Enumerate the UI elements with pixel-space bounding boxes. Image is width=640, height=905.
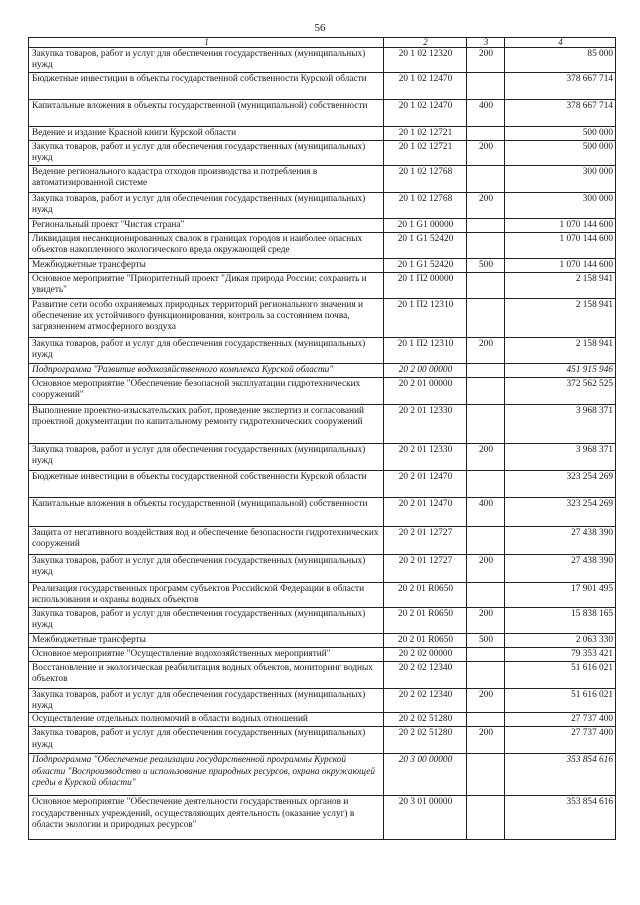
row-code-cell: 20 2 02 00000 [384, 647, 467, 661]
row-type-cell: 200 [467, 337, 505, 363]
row-code-cell: 20 2 01 12727 [384, 554, 467, 582]
table-row [29, 470, 616, 497]
table-row [29, 218, 616, 232]
table-row [29, 126, 616, 140]
row-type-cell: 200 [467, 554, 505, 582]
row-sum-cell: 372 562 525 [505, 377, 616, 404]
table-row [29, 404, 616, 443]
table-row [29, 337, 616, 363]
row-name-cell: Ведение и издание Красной книги Курской области [29, 126, 384, 140]
row-code-cell: 20 2 02 51280 [384, 713, 467, 727]
row-sum-cell: 300 000 [505, 165, 616, 192]
row-name-cell: Подпрограмма "Обеспечение реализации государственной программы Курской области "Воспроизводство и использование природных ресурсов, охрана окружающей среды в Курской области" [29, 754, 384, 796]
row-code-cell: 20 1 02 12470 [384, 72, 467, 99]
row-sum-cell: 2 158 941 [505, 272, 616, 298]
row-type-cell [467, 404, 505, 443]
table-header-row [29, 38, 616, 48]
row-sum-cell: 1 070 144 600 [505, 258, 616, 272]
table-row [29, 232, 616, 258]
row-type-cell [467, 126, 505, 140]
row-sum-cell: 3 968 371 [505, 443, 616, 470]
row-sum-cell: 51 616 021 [505, 661, 616, 688]
row-sum-cell: 15 838 165 [505, 607, 616, 633]
row-code-cell: 20 2 00 00000 [384, 363, 467, 377]
row-type-cell: 200 [467, 443, 505, 470]
row-code-cell: 20 3 00 00000 [384, 754, 467, 796]
row-sum-cell: 378 667 714 [505, 99, 616, 126]
row-type-cell [467, 72, 505, 99]
row-type-cell: 400 [467, 497, 505, 526]
row-name-cell: Бюджетные инвестиции в объекты государственной собственности Курской области [29, 470, 384, 497]
table-row [29, 688, 616, 713]
row-name-cell: Закупка товаров, работ и услуг для обеспечения государственных (муниципальных) нужд [29, 48, 384, 73]
header-col-3: 3 [467, 38, 505, 48]
header-col-2: 2 [384, 38, 467, 48]
row-name-cell: Капитальные вложения в объекты государственной (муниципальной) собственности [29, 99, 384, 126]
row-name-cell: Региональный проект "Чистая страна" [29, 218, 384, 232]
row-sum-cell: 79 353 421 [505, 647, 616, 661]
table-row [29, 443, 616, 470]
row-sum-cell: 353 854 616 [505, 796, 616, 840]
row-name-cell: Капитальные вложения в объекты государственной (муниципальной) собственности [29, 497, 384, 526]
row-type-cell: 200 [467, 727, 505, 754]
row-sum-cell: 3 968 371 [505, 404, 616, 443]
row-code-cell: 20 1 02 12721 [384, 126, 467, 140]
row-code-cell: 20 1 G1 00000 [384, 218, 467, 232]
table-row [29, 526, 616, 554]
table-row [29, 258, 616, 272]
table-row [29, 633, 616, 647]
row-sum-cell: 378 667 714 [505, 72, 616, 99]
table-row [29, 661, 616, 688]
table-row [29, 363, 616, 377]
row-sum-cell: 500 000 [505, 140, 616, 165]
table-row [29, 99, 616, 126]
table-row [29, 72, 616, 99]
row-type-cell [467, 298, 505, 337]
row-type-cell [467, 713, 505, 727]
table-row [29, 796, 616, 840]
row-code-cell: 20 2 01 R0650 [384, 633, 467, 647]
row-name-cell: Закупка товаров, работ и услуг для обеспечения государственных (муниципальных) нужд [29, 192, 384, 218]
table-row [29, 497, 616, 526]
row-name-cell: Закупка товаров, работ и услуг для обеспечения государственных (муниципальных) нужд [29, 554, 384, 582]
row-code-cell: 20 2 01 R0650 [384, 582, 467, 607]
row-name-cell: Ликвидация несанкционированных свалок в границах городов и наиболее опасных объектов накопленного экологического вреда окружающей среде [29, 232, 384, 258]
row-type-cell [467, 661, 505, 688]
row-name-cell: Развитие сети особо охраняемых природных территорий регионального значения и обеспечение их устойчивого функционирования, контроль за состоянием почва, загрязнением атмосферного воздуха [29, 298, 384, 337]
row-code-cell: 20 2 01 12727 [384, 526, 467, 554]
row-type-cell: 200 [467, 607, 505, 633]
row-name-cell: Основное мероприятие "Обеспечение деятельности государственных органов и государственных учреждений, осуществляющих деятельность (оказание услуг) в области экологии и природных ресурсов" [29, 796, 384, 840]
row-sum-cell: 27 438 390 [505, 526, 616, 554]
row-sum-cell: 2 158 941 [505, 298, 616, 337]
row-type-cell: 200 [467, 688, 505, 713]
row-name-cell: Основное мероприятие "Приоритетный проект "Дикая природа России: сохранить и увидеть" [29, 272, 384, 298]
row-name-cell: Закупка товаров, работ и услуг для обеспечения государственных (муниципальных) нужд [29, 727, 384, 754]
row-type-cell [467, 272, 505, 298]
row-sum-cell: 17 901 495 [505, 582, 616, 607]
row-type-cell: 200 [467, 140, 505, 165]
row-sum-cell: 2 158 941 [505, 337, 616, 363]
row-sum-cell: 27 438 390 [505, 554, 616, 582]
row-sum-cell: 85 000 [505, 48, 616, 73]
row-sum-cell: 323 254 269 [505, 470, 616, 497]
row-code-cell: 20 1 02 12320 [384, 48, 467, 73]
table-row [29, 647, 616, 661]
row-code-cell: 20 1 П2 00000 [384, 272, 467, 298]
table-row [29, 727, 616, 754]
row-name-cell: Осуществление отдельных полномочий в области водных отношений [29, 713, 384, 727]
row-name-cell: Закупка товаров, работ и услуг для обеспечения государственных (муниципальных) нужд [29, 140, 384, 165]
row-type-cell: 500 [467, 258, 505, 272]
row-type-cell: 500 [467, 633, 505, 647]
row-code-cell: 20 2 02 12340 [384, 688, 467, 713]
row-sum-cell: 1 070 144 600 [505, 232, 616, 258]
row-sum-cell: 2 063 330 [505, 633, 616, 647]
row-type-cell: 200 [467, 48, 505, 73]
table-row [29, 298, 616, 337]
row-type-cell [467, 165, 505, 192]
row-sum-cell: 323 254 269 [505, 497, 616, 526]
row-code-cell: 20 2 02 51280 [384, 727, 467, 754]
row-sum-cell: 1 070 144 600 [505, 218, 616, 232]
row-sum-cell: 353 854 616 [505, 754, 616, 796]
row-name-cell: Межбюджетные трансферты [29, 633, 384, 647]
page-number: 56 [314, 22, 326, 34]
row-sum-cell: 51 616 021 [505, 688, 616, 713]
row-code-cell: 20 1 G1 52420 [384, 232, 467, 258]
table-row [29, 192, 616, 218]
table-row [29, 140, 616, 165]
row-name-cell: Закупка товаров, работ и услуг для обеспечения государственных (муниципальных) нужд [29, 337, 384, 363]
row-code-cell: 20 2 01 00000 [384, 377, 467, 404]
row-name-cell: Закупка товаров, работ и услуг для обеспечения государственных (муниципальных) нужд [29, 443, 384, 470]
row-code-cell: 20 1 02 12721 [384, 140, 467, 165]
row-code-cell: 20 1 02 12768 [384, 165, 467, 192]
table-row [29, 48, 616, 73]
row-name-cell: Межбюджетные трансферты [29, 258, 384, 272]
row-code-cell: 20 3 01 00000 [384, 796, 467, 840]
row-type-cell [467, 796, 505, 840]
table-row [29, 165, 616, 192]
table-row [29, 754, 616, 796]
table-row [29, 554, 616, 582]
row-type-cell [467, 582, 505, 607]
row-name-cell: Восстановление и экологическая реабилитация водных объектов, мониторинг водных объектов [29, 661, 384, 688]
header-col-1: 1 [29, 38, 384, 48]
row-sum-cell: 300 000 [505, 192, 616, 218]
row-sum-cell: 27 737 400 [505, 727, 616, 754]
row-type-cell [467, 754, 505, 796]
row-type-cell [467, 218, 505, 232]
row-name-cell: Защита от негативного воздействия вод и обеспечение безопасности гидротехнических сооружений [29, 526, 384, 554]
row-code-cell: 20 1 02 12768 [384, 192, 467, 218]
row-code-cell: 20 1 П2 12310 [384, 337, 467, 363]
row-code-cell: 20 1 П2 12310 [384, 298, 467, 337]
row-name-cell: Бюджетные инвестиции в объекты государственной собственности Курской области [29, 72, 384, 99]
row-type-cell [467, 232, 505, 258]
row-code-cell: 20 1 G1 52420 [384, 258, 467, 272]
row-code-cell: 20 2 01 R0650 [384, 607, 467, 633]
table-row [29, 582, 616, 607]
row-code-cell: 20 2 01 12330 [384, 404, 467, 443]
row-type-cell [467, 377, 505, 404]
row-name-cell: Основное мероприятие "Обеспечение безопасной эксплуатации гидротехнических сооружений" [29, 377, 384, 404]
row-code-cell: 20 1 02 12470 [384, 99, 467, 126]
table-row [29, 607, 616, 633]
table-row [29, 713, 616, 727]
table-row [29, 272, 616, 298]
row-code-cell: 20 2 01 12470 [384, 497, 467, 526]
table-row [29, 377, 616, 404]
header-col-4: 4 [505, 38, 616, 48]
row-name-cell: Ведение регионального кадастра отходов производства и потребления в автоматизированной системе [29, 165, 384, 192]
row-sum-cell: 27 737 400 [505, 713, 616, 727]
budget-table [28, 37, 616, 840]
row-sum-cell: 451 915 946 [505, 363, 616, 377]
row-code-cell: 20 2 02 12340 [384, 661, 467, 688]
row-name-cell: Реализация государственных программ субъектов Российской Федерации в области использования и охраны водных объектов [29, 582, 384, 607]
row-name-cell: Основное мероприятие "Осуществление водохозяйственных мероприятий" [29, 647, 384, 661]
row-code-cell: 20 2 01 12470 [384, 470, 467, 497]
row-type-cell [467, 647, 505, 661]
row-type-cell: 200 [467, 192, 505, 218]
row-name-cell: Закупка товаров, работ и услуг для обеспечения государственных (муниципальных) нужд [29, 607, 384, 633]
row-code-cell: 20 2 01 12330 [384, 443, 467, 470]
row-type-cell: 400 [467, 99, 505, 126]
row-name-cell: Подпрограмма "Развитие водохозяйственного комплекса Курской области" [29, 363, 384, 377]
row-type-cell [467, 526, 505, 554]
row-type-cell [467, 363, 505, 377]
row-type-cell [467, 470, 505, 497]
row-sum-cell: 500 000 [505, 126, 616, 140]
row-name-cell: Закупка товаров, работ и услуг для обеспечения государственных (муниципальных) нужд [29, 688, 384, 713]
row-name-cell: Выполнение проектно-изыскательских работ, проведение экспертиз и согласований проектной документации по капитальному ремонту гидротехнических сооружений [29, 404, 384, 443]
